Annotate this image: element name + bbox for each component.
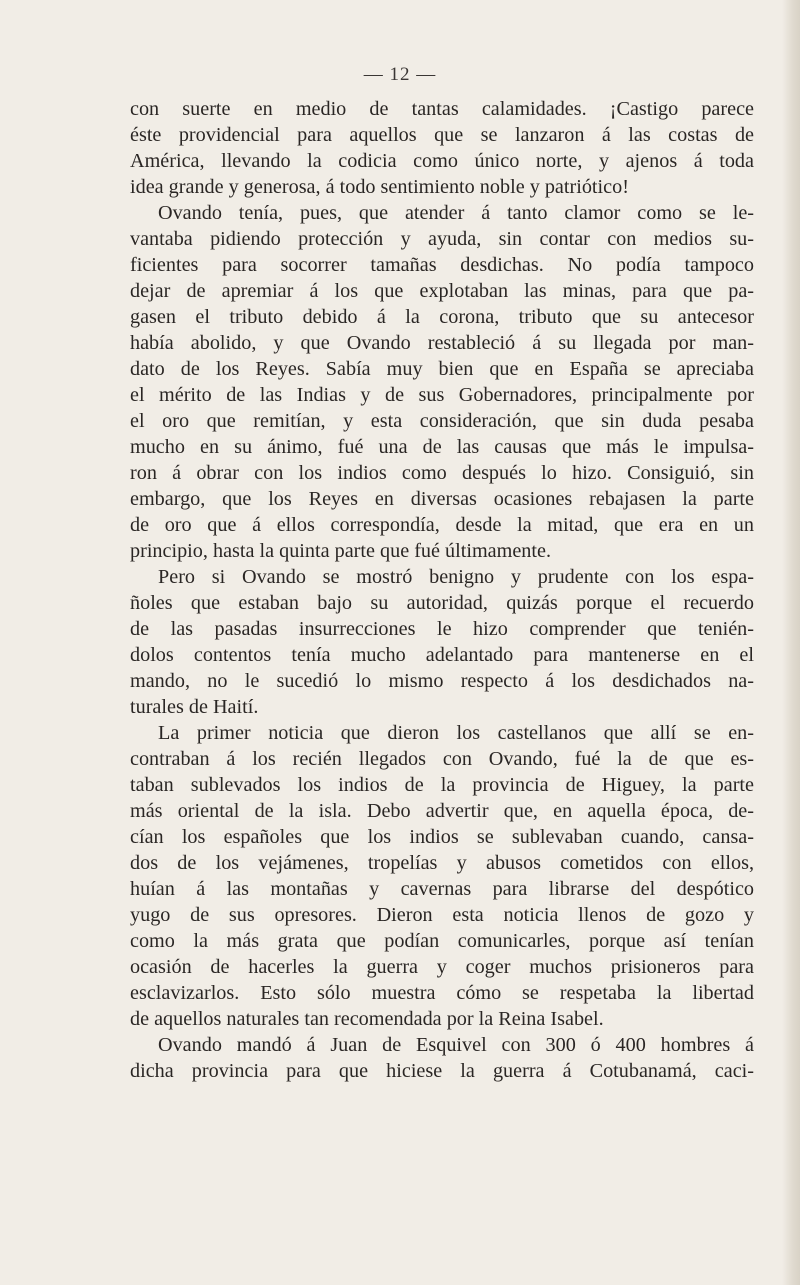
text-line: como la más grata que podían comunicarles, porque así tenían [130,930,754,952]
text-line: de aquellos naturales tan recomendada por la Reina Isabel. [130,1008,604,1030]
text-line: con suerte en medio de tantas calamidades. ¡Castigo parece [130,98,754,120]
text-line: mucho en su ánimo, fué una de las causas que más le impulsa- [130,436,754,458]
text-line: éste providencial para aquellos que se lanzaron á las costas de [130,124,754,146]
text-line: más oriental de la isla. Debo advertir que, en aquella época, de- [130,800,754,822]
text-line: dolos contentos tenía mucho adelantado para mantenerse en el [130,644,754,666]
text-line: ocasión de hacerles la guerra y coger muchos prisioneros para [130,956,754,978]
text-line: mando, no le sucedió lo mismo respecto á los desdichados na- [130,670,754,692]
text-line: dato de los Reyes. Sabía muy bien que en España se apreciaba [130,358,754,380]
text-line: ron á obrar con los indios como después lo hizo. Consiguió, sin [130,462,754,484]
text-line: ñoles que estaban bajo su autoridad, quizás porque el recuerdo [130,592,754,614]
text-line: el oro que remitían, y esta consideración, que sin duda pesaba [130,410,754,432]
text-line: cían los españoles que los indios se sublevaban cuando, cansa- [130,826,754,848]
text-line: turales de Haití. [130,696,259,718]
text-line: huían á las montañas y cavernas para librarse del despótico [130,878,754,900]
text-line: América, llevando la codicia como único norte, y ajenos á toda [130,150,754,172]
text-line: dos de los vejámenes, tropelías y abusos cometidos con ellos, [130,852,754,874]
text-line: gasen el tributo debido á la corona, tributo que su antecesor [130,306,754,328]
text-line: taban sublevados los indios de la provincia de Higuey, la parte [130,774,754,796]
text-line: esclavizarlos. Esto sólo muestra cómo se respetaba la libertad [130,982,754,1004]
text-line: idea grande y generosa, á todo sentimiento noble y patriótico! [130,176,629,198]
page-edge-shadow [782,0,800,1285]
text-line: principio, hasta la quinta parte que fué últimamente. [130,540,551,562]
text-line: de oro que á ellos correspondía, desde la mitad, que era en un [130,514,754,536]
text-line: ficientes para socorrer tamañas desdichas. No podía tampoco [130,254,754,276]
text-line: había abolido, y que Ovando restableció á su llegada por man- [130,332,754,354]
text-line: el mérito de las Indias y de sus Gobernadores, principalmente por [130,384,754,406]
text-line: contraban á los recién llegados con Ovando, fué la de que es- [130,748,754,770]
text-line: dicha provincia para que hiciese la guerra á Cotubanamá, caci- [130,1060,754,1082]
text-line: de las pasadas insurrecciones le hizo comprender que tenién- [130,618,754,640]
text-line: La primer noticia que dieron los castellanos que allí se en- [158,722,754,744]
page-number: — 12 — [363,64,437,85]
text-line: yugo de sus opresores. Dieron esta noticia llenos de gozo y [130,904,754,926]
text-line: embargo, que los Reyes en diversas ocasiones rebajasen la parte [130,488,754,510]
text-line: vantaba pidiendo protección y ayuda, sin contar con medios su- [130,228,754,250]
body-text [130,96,754,1084]
text-line: Ovando tenía, pues, que atender á tanto clamor como se le- [158,202,754,224]
text-line: Pero si Ovando se mostró benigno y prudente con los espa- [158,566,754,588]
text-line: Ovando mandó á Juan de Esquivel con 300 ó 400 hombres á [158,1034,754,1056]
text-line: dejar de apremiar á los que explotaban las minas, para que pa- [130,280,754,302]
